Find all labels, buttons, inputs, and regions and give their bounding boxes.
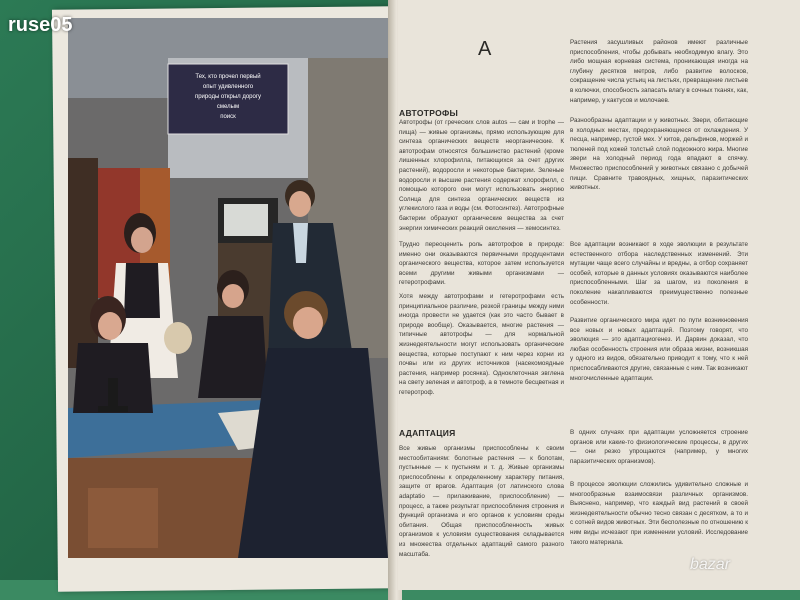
paragraph-autotrophs-2 (399, 240, 564, 288)
paragraph-text: В процессе эволюции сложились удивительно сложные и многообразные взаимосвязи различных организмов. Выяснено, например, что каждый вид растений в своей жизнедеятельности обычно тесно связан с десятком, а то и с сотней видов животных. Эти бесполезные по отношению к ним виды исчезают при изменении условий. Исследование такого материала. (570, 481, 748, 546)
paragraph-autotrophs-3 (399, 292, 564, 420)
photo-sign-line: Тех, кто прочел первый (195, 74, 261, 80)
paragraph-text: Разнообразны адаптации и у животных. Звери, обитающие в холодных местах, предохраняющиеся от охлаждения. У песца, например, густой мех. У китов, дельфинов, моржей и тюленей под кожей толстый слой подкожного жира. Многие звери на холодный период года впадают в спячку. Множество приспособлений у животных связано с добычей пищи. Сравните травоядных, хищных, паразитических животных. (570, 117, 748, 192)
photo-sign-line: смелым (216, 104, 240, 110)
paragraph-text: Трудно переоценить роль автотрофов в природе: именно они оказываются первичными продуцентами органического вещества, которое затем используется всеми другими живыми организмами — гетеротрофами. (399, 241, 564, 287)
photo-sign-line: поиск (220, 114, 236, 120)
paragraph-text: Все адаптации возникают в ходе эволюции в результате естественного отбора наследственных изменений. Эти мутации чаще всего случайны и вредны, а отбор сохраняет особей, которые в данных условиях оказываются наиболее приспособленными. Шаг за шагом, из поколения в поколение накапливаются преимущественно полезные особенности. (570, 241, 748, 306)
paragraph-right-4 (570, 316, 748, 424)
photo-sign-line: опыт удивленного (202, 84, 254, 90)
paragraph-right-1 (570, 38, 748, 112)
paragraph-right-5 (570, 428, 748, 476)
paragraph-text: Растения засушливых районов имеют различные приспособления, чтобы добывать необходимую влагу. Это либо мощная корневая система, проникающая иногда на глубину десятков метров, либо развитие волосков, сокращение числа устьиц на листьях, превращение листьев в колючки, способность запасать влагу в сочных тканях, как, например, у кактусов и молочаев. (570, 39, 748, 104)
paragraph-text: Развитие органического мира идет по пути возникновения все новых и новых адаптаций. Поэтому говорят, что эволюция — это адаптациогенез. И. Дарвин доказал, что любая особенность строения или образа жизни, возникшая у одного из видов, обязательно приводит к тому, что к ней приспосабливаются другие, связанные с ним. Так возникают многочисленные адаптации. (570, 317, 748, 382)
paragraph-text: Все живые организмы приспособлены к своим местообитаниям: болотные растения — к болотам, пустынные — к пустыням и т. д. Живые организмы приспособлены к определенному характеру питания, защите от врагов. Адаптация (от латинского слова adaptatio — прилаживание, приспособление) — процесс, а также результат приспособления строения и функций организма и его органов к условиям среды обитания. Общая приспособленность живых организмов к условиям существования складывается из множества отдельных адаптаций самого разного масштаба. (399, 445, 564, 558)
classroom-photo (68, 18, 388, 558)
paragraph-text: В одних случаях при адаптации усложняется строение органов или какие-то физиологические процессы, в других — они резко упрощаются (например, у многих паразитических организмов). (570, 429, 748, 465)
paragraph-text: Автотрофы (от греческих слов autos — сам и trophe — пища) — живые организмы, прямо использующие для синтеза органических веществ неорганические. К автотрофам относятся большинство растений (кроме лишенных хлорофилла, питающихся за счет других растений), водоросли и некоторые бактерии. Зеленые водоросли и высшие растения содержат хлорофилл, с помощью которого они могут использовать энергию Солнца для синтеза органических веществ из углекислого газа и воды (см. Фотосинтез). Автотрофные бактерии образуют органические вещества за счет энергии химических реакций окисления — хемосинтез. (399, 119, 564, 232)
heading-autotrophs: АВТОТРОФЫ (399, 108, 459, 118)
paragraph-text: Хотя между автотрофами и гетеротрофами есть принципиальное различие, резкой границы между ними иногда провести не удается (как это часто бывает в природе вообще). Оказывается, многие растения — типичные автотрофы — для нормальной жизнедеятельности могут использовать органические вещества, которые поступают к ним через корни из почвы или из других источников (насекомоядные растения, например росянка). Одноклеточная эвглена на свету зеленая и автотроф, а в темноте бесцветная и гетеротроф. (399, 293, 564, 396)
heading-adaptation: АДАПТАЦИЯ (399, 428, 456, 438)
paragraph-right-3 (570, 240, 748, 312)
watermark-text: ruse05 (8, 14, 73, 36)
photo-sign-line: природы открыл дорогу (194, 94, 262, 100)
section-letter: А (478, 38, 492, 60)
site-logo: bazar (690, 556, 731, 573)
paragraph-adaptation-1 (399, 444, 564, 594)
paragraph-right-2 (570, 116, 748, 236)
